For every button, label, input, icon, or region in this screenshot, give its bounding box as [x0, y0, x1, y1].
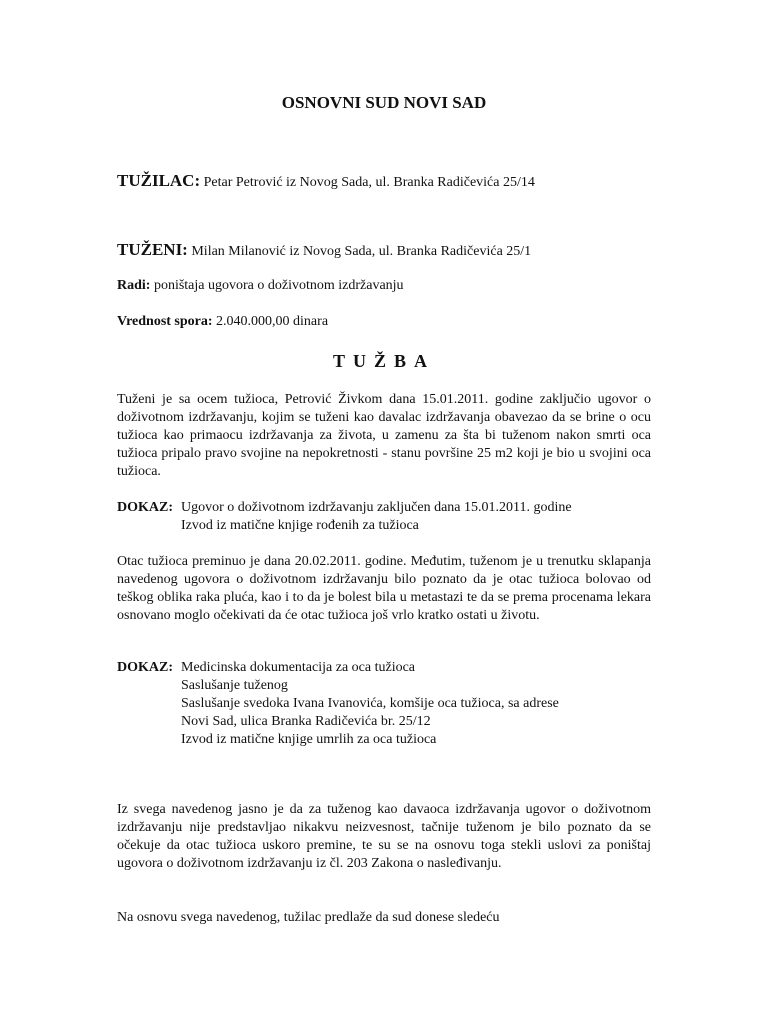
evidence-item: Saslušanje svedoka Ivana Ivanovića, komšije oca tužioca, sa adrese — [181, 696, 559, 711]
evidence-row — [117, 659, 657, 677]
defendant-line — [117, 240, 531, 260]
radi-label: Radi: — [117, 278, 151, 293]
radi-line — [117, 278, 404, 294]
evidence-item: Medicinska dokumentacija za oca tužioca — [181, 660, 416, 675]
paragraph-facts: Tuženi je sa ocem tužioca, Petrović Živkom dana 15.01.2011. godine zaključio ugovor o doživotnom izdržavanju, kojim se tuženi kao davalac izdržavanja obavezao da se brine o ocu tužioca kao primaocu izdržavanja za života, u zamenu za šta bi tuženom nakon smrti oca tužioca pripalo pravo svojine na nepokretnosti - stanu površine 25 m2 koji je bio u svojini oca tužioca. — [117, 392, 651, 479]
evidence-item: Izvod iz matične knjige rođenih za tužioca — [181, 518, 419, 533]
evidence-item: Novi Sad, ulica Branka Radičevića br. 25/12 — [181, 714, 431, 729]
defendant-label: TUŽENI: — [117, 240, 188, 259]
paragraph-illness: Otac tužioca preminuo je dana 20.02.2011. godine. Međutim, tuženom je u trenutku sklapanja navedenog ugovora o doživotnom izdržavanju bilo poznato da je otac tužioca bolovao od teškog oblika raka pluća, kao i to da je bolest bila u metastazi te da se prema procenama lekara osnovano moglo očekivati da će otac tužioca još vrlo kratko ostati u životu. — [117, 554, 651, 623]
evidence-item: Ugovor o doživotnom izdržavanju zaključen dana 15.01.2011. godine — [181, 500, 572, 515]
paragraph-proposal: Na osnovu svega navedenog, tužilac predlaže da sud donese sledeću — [117, 910, 500, 925]
evidence-item: Saslušanje tuženog — [181, 678, 288, 693]
vrednost-label: Vrednost spora: — [117, 314, 213, 329]
court-name: OSNOVNI SUD NOVI SAD — [281, 93, 487, 112]
vrednost-line — [117, 314, 328, 330]
evidence-row — [117, 499, 657, 517]
document-title: TUŽBA — [332, 351, 435, 371]
evidence-item: Izvod iz matične knjige umrlih za oca tužioca — [181, 732, 437, 747]
vrednost-value: 2.040.000,00 dinara — [216, 314, 329, 329]
evidence-label: DOKAZ: — [117, 500, 173, 515]
plaintiff-line — [117, 171, 535, 191]
plaintiff-label: TUŽILAC: — [117, 171, 201, 190]
evidence-block-2 — [117, 659, 657, 749]
plaintiff-value: Petar Petrović iz Novog Sada, ul. Branka Radičevića 25/14 — [203, 175, 535, 190]
evidence-block-1 — [117, 499, 657, 535]
radi-value: poništaja ugovora o doživotnom izdržavanju — [153, 278, 404, 293]
defendant-value: Milan Milanović iz Novog Sada, ul. Branka Radičevića 25/1 — [191, 244, 532, 259]
evidence-label: DOKAZ: — [117, 660, 173, 675]
paragraph-conclusion: Iz svega navedenog jasno je da za tuženog kao davaoca izdržavanja ugovor o doživotnom izdržavanju nije predstavljao nikakvu neizvesnost, tačnije tuženom je bilo poznato da se očekuje da otac tužioca uskoro premine, te su se na osnovu toga stekli uslovi za poništaj ugovora o doživotnom izdržavanju iz čl. 203 Zakona o nasleđivanju. — [117, 802, 651, 871]
